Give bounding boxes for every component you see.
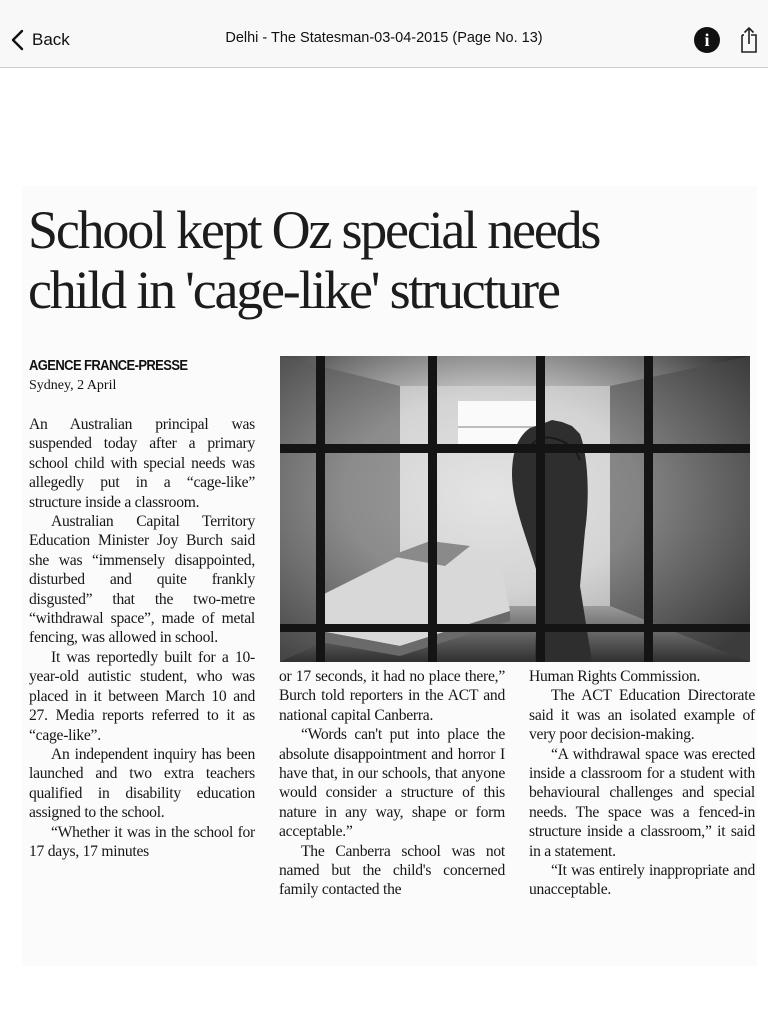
paragraph: or 17 seconds, it had no place there,” Burch told reporters in the ACT and national capital Canberra. xyxy=(279,668,505,724)
paragraph: An Australian principal was suspended today after a primary school child with special needs was allegedly put in a “cage-like” structure inside a classroom. xyxy=(29,416,255,511)
article-headline xyxy=(28,200,748,320)
back-button[interactable] xyxy=(10,26,70,54)
article-column-1 xyxy=(29,415,255,861)
paragraph: An independent inquiry has been launched and two extra teachers qualified in disability education assigned to the school. xyxy=(29,745,255,822)
paragraph: “Whether it was in the school for 17 days, 17 minutes xyxy=(29,823,255,860)
share-icon[interactable] xyxy=(736,25,758,55)
page-title: Delhi - The Statesman-03-04-2015 (Page No. 13) xyxy=(225,30,543,46)
paragraph: The Canberra school was not named but the child's concerned family contacted the xyxy=(279,842,505,899)
article-photo xyxy=(280,356,750,662)
paragraph: “It was entirely inappropriate and unacceptable. xyxy=(529,862,755,899)
article-clipping xyxy=(22,186,757,966)
top-bar xyxy=(0,0,768,68)
paragraph: Human Rights Commission. xyxy=(529,668,701,685)
article-column-2 xyxy=(279,667,505,900)
paragraph: The ACT Education Directorate said it was an isolated example of very poor decision-making. xyxy=(529,687,755,744)
article-column-3 xyxy=(529,667,755,900)
paragraph: “A withdrawal space was erected inside a classroom for a student with behavioural challenges and special needs. The space was a fenced-in structure inside a classroom,” it said in a statement. xyxy=(529,745,755,860)
dateline: Sydney, 2 April xyxy=(29,378,117,393)
paragraph: “Words can't put into place the absolute disappointment and horror I have that, in our schools, that anyone would consider a structure of this nature in any way, shape or form acceptable.” xyxy=(279,726,505,841)
back-label: Back xyxy=(32,30,70,49)
paragraph: It was reportedly built for a 10-year-old autistic student, who was placed in it between March 10 and 27. Media reports referred to it as “cage-like”. xyxy=(29,648,255,744)
info-icon[interactable]: i xyxy=(694,27,720,53)
headline-line-1: School kept Oz special needs xyxy=(28,200,600,260)
chevron-left-icon xyxy=(10,29,26,51)
byline: AGENCE FRANCE-PRESSE xyxy=(29,356,188,374)
headline-line-2: child in 'cage-like' structure xyxy=(28,260,559,320)
paragraph: Australian Capital Territory Education Minister Joy Burch said she was “immensely disappointed, disturbed and quite frankly disgusted” that the two-metre “withdrawal space”, made of metal fencing, was allowed in school. xyxy=(29,513,255,647)
